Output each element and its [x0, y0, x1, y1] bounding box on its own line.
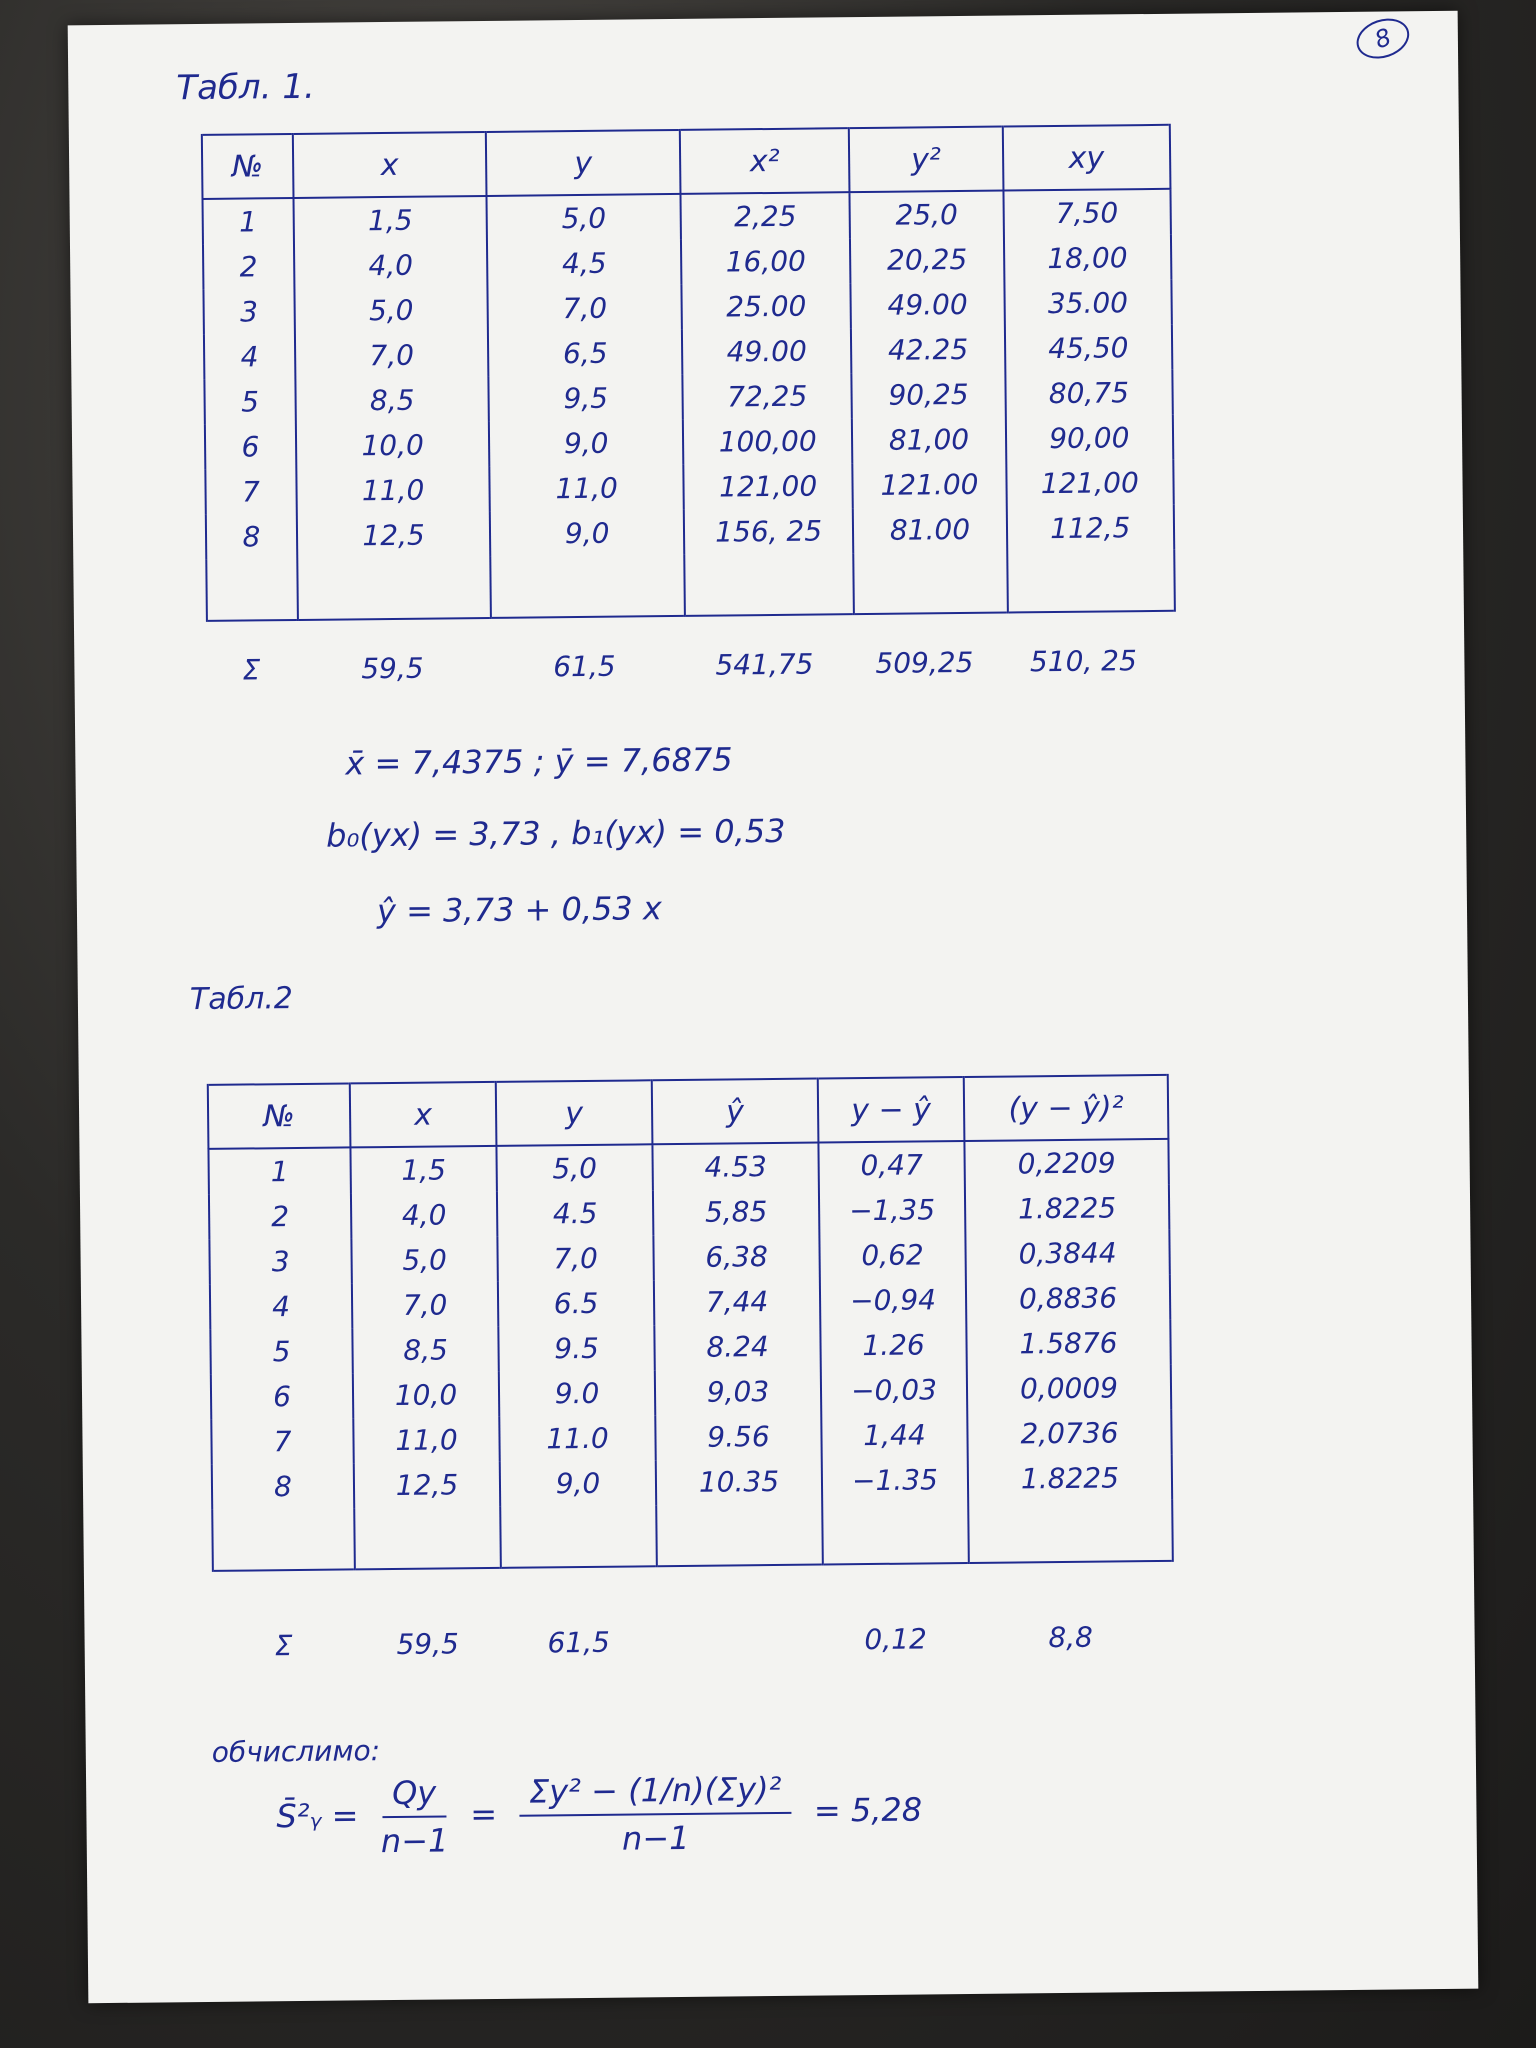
t2-spacer-row: [212, 1500, 1173, 1571]
t2-cell: 8.24: [654, 1324, 820, 1371]
t1-cell: 11,0: [296, 467, 490, 514]
t1-cell: 8: [206, 514, 297, 560]
t1-cell: 10,0: [296, 422, 490, 469]
t1-header-cell: y²: [849, 127, 1003, 193]
t2-sum-value: 0,12: [864, 1622, 927, 1657]
t1-sum-value: 510, 25: [1029, 644, 1138, 679]
t1-cell: 25.00: [681, 283, 851, 330]
t1-cell: 5: [204, 379, 295, 425]
t2-cell: −0,03: [821, 1367, 967, 1414]
t1-cell: 80,75: [1005, 370, 1173, 417]
t2-cell: −0,94: [820, 1277, 966, 1324]
t1-cell: 81,00: [852, 417, 1006, 464]
fraction-q-denominator: n−1: [380, 1821, 449, 1861]
t2-cell: 8,5: [352, 1327, 498, 1374]
t1-cell: 121.00: [853, 462, 1007, 509]
variance-lhs: S̄²ᵧ =: [276, 1796, 359, 1836]
t2-cell: 4.53: [652, 1143, 818, 1191]
t1-cell: 90,00: [1005, 415, 1173, 462]
t1-cell: 4: [204, 334, 295, 380]
t2-cell: 9.5: [498, 1325, 654, 1372]
t1-cell: 35.00: [1004, 280, 1172, 327]
t2-cell: 1.8225: [965, 1185, 1169, 1232]
t1-cell: 12,5: [297, 512, 491, 559]
t1-cell: 156, 25: [684, 508, 854, 555]
t2-cell: 12,5: [354, 1462, 500, 1509]
t1-sigma-symbol: Σ: [242, 653, 261, 687]
t1-cell: 8,5: [295, 377, 489, 424]
t2-cell: 0,0009: [967, 1365, 1171, 1412]
t2-header-cell: y − ŷ: [818, 1077, 965, 1143]
t1-cell: 5,0: [294, 287, 488, 334]
paper-sheet: [68, 11, 1479, 2003]
t2-cell: 4,0: [351, 1192, 497, 1239]
t2-cell: 3: [209, 1238, 351, 1284]
t1-cell: 1: [203, 198, 294, 245]
t2-cell: 4: [210, 1283, 352, 1329]
t1-spacer-row: [206, 550, 1175, 621]
coefficients-formula: b₀(yx) = 3,73 , b₁(yx) = 0,53: [325, 811, 786, 855]
t1-cell: 1,5: [293, 196, 487, 244]
t2-cell: −1,35: [819, 1187, 965, 1234]
t2-cell: 0,2209: [964, 1139, 1168, 1187]
t2-cell: 7,44: [654, 1279, 820, 1326]
t2-cell: 4.5: [497, 1190, 653, 1237]
t1-cell: 4,5: [487, 240, 681, 287]
t1-cell: 6: [205, 424, 296, 470]
t2-cell: 10.35: [656, 1459, 822, 1506]
t2-cell: 10,0: [353, 1372, 499, 1419]
table2-title: Табл.2: [189, 981, 294, 1018]
t2-cell: −1.35: [822, 1457, 968, 1504]
t2-cell: 6: [211, 1373, 353, 1419]
t2-cell: 0,8836: [966, 1275, 1170, 1322]
t1-cell: 121,00: [1006, 460, 1174, 507]
t2-cell: 1.5876: [966, 1320, 1170, 1367]
t1-sum-value: 509,25: [875, 645, 974, 680]
t2-cell: 6,38: [653, 1234, 819, 1281]
t2-cell: 0,47: [818, 1141, 964, 1189]
t1-cell: 9,0: [489, 420, 683, 467]
t1-cell: 49.00: [682, 328, 852, 375]
t1-cell: 81.00: [853, 507, 1007, 554]
t2-cell: 5,85: [653, 1189, 819, 1236]
t2-cell: 1: [208, 1147, 350, 1194]
t2-cell: 9.56: [655, 1414, 821, 1461]
t1-sum-value: 61,5: [553, 649, 616, 684]
t1-cell: 121,00: [683, 463, 853, 510]
table1-title: Табл. 1.: [176, 66, 315, 109]
t2-cell: 9.0: [499, 1370, 655, 1417]
table1-sums-row: [206, 644, 1176, 687]
t2-cell: 11.0: [499, 1415, 655, 1462]
t1-cell: 100,00: [683, 418, 853, 465]
compute-label: обчислимо:: [211, 1734, 381, 1769]
t2-header-cell: ŷ: [652, 1079, 819, 1145]
t1-sum-value: 541,75: [715, 647, 814, 682]
t2-cell: 1.8225: [968, 1455, 1172, 1502]
regression-equation: ŷ = 3,73 + 0,53 x: [376, 889, 663, 931]
table1: [201, 124, 1176, 622]
t1-cell: 5,0: [487, 194, 681, 242]
table1-header-row: [202, 125, 1171, 199]
t2-cell: 0,3844: [965, 1230, 1169, 1277]
t1-cell: 42.25: [851, 327, 1005, 374]
t1-header-cell: x²: [680, 128, 850, 194]
t2-cell: 11,0: [353, 1417, 499, 1464]
t2-cell: 1,44: [821, 1412, 967, 1459]
t2-cell: 7: [211, 1418, 353, 1464]
t2-cell: 2,0736: [967, 1410, 1171, 1457]
t1-cell: 6,5: [488, 330, 682, 377]
t2-cell: 7,0: [497, 1235, 653, 1282]
t2-cell: 5,0: [351, 1237, 497, 1284]
t2-header-cell: x: [350, 1082, 497, 1148]
t1-cell: 9,0: [490, 510, 684, 557]
page-number: 8: [1351, 12, 1414, 65]
fraction-q-numerator: Qy: [382, 1773, 447, 1818]
t1-cell: 4,0: [294, 242, 488, 289]
variance-formula: [276, 1768, 923, 1861]
t2-cell: 9,03: [655, 1369, 821, 1416]
t1-cell: 7: [205, 469, 296, 515]
t2-cell: 9,0: [500, 1460, 656, 1507]
equals-sign: =: [470, 1794, 498, 1834]
t1-cell: 112,5: [1006, 505, 1174, 552]
t1-header-cell: №: [202, 134, 293, 199]
t1-cell: 3: [203, 289, 294, 335]
t2-sigma-symbol: Σ: [274, 1629, 293, 1663]
t2-cell: 8: [212, 1463, 354, 1509]
t1-cell: 20,25: [850, 237, 1004, 284]
t1-header-cell: xy: [1002, 125, 1170, 191]
table2-sums-row: [212, 1620, 1172, 1663]
t1-cell: 2: [203, 244, 294, 290]
means-formula: x̄ = 7,4375 ; ȳ = 7,6875: [345, 740, 733, 783]
t1-cell: 11,0: [490, 465, 684, 512]
fraction-sums-numerator: Σy² − (1/n)(Σy)²: [519, 1770, 792, 1817]
table2: [207, 1074, 1174, 1572]
fraction-sums-denominator: n−1: [621, 1818, 690, 1858]
t2-sum-value: 59,5: [396, 1627, 459, 1661]
t1-cell: 2,25: [680, 192, 850, 240]
t2-header-cell: (y − ŷ)²: [964, 1075, 1169, 1141]
t2-header-cell: №: [208, 1083, 351, 1148]
t2-cell: 1,5: [350, 1146, 496, 1194]
t2-cell: 2: [209, 1193, 351, 1239]
t1-cell: 49.00: [851, 282, 1005, 329]
t2-cell: 1.26: [820, 1322, 966, 1369]
t1-cell: 7,0: [295, 332, 489, 379]
t2-header-cell: y: [496, 1080, 653, 1146]
t2-cell: 0,62: [819, 1232, 965, 1279]
t2-sum-value: 61,5: [547, 1625, 610, 1660]
t1-sum-value: 59,5: [361, 651, 424, 686]
t2-sum-value: 8,8: [1048, 1620, 1094, 1655]
t2-cell: 5: [210, 1328, 352, 1374]
t2-sum-value: [656, 1624, 822, 1659]
t1-cell: 16,00: [681, 238, 851, 285]
t2-cell: 6.5: [498, 1280, 654, 1327]
table2-header-row: [208, 1075, 1169, 1149]
t1-cell: 7,50: [1003, 189, 1171, 237]
t1-cell: 7,0: [488, 285, 682, 332]
t1-header-cell: x: [293, 132, 487, 198]
t1-cell: 45,50: [1004, 325, 1172, 372]
t1-cell: 72,25: [682, 373, 852, 420]
t1-cell: 18,00: [1004, 235, 1172, 282]
t1-cell: 90,25: [852, 372, 1006, 419]
t1-header-cell: y: [486, 130, 680, 196]
t2-cell: 5,0: [496, 1144, 652, 1192]
t2-cell: 7,0: [352, 1282, 498, 1329]
t1-cell: 25,0: [850, 191, 1004, 239]
fraction-sums: [519, 1770, 792, 1859]
fraction-q: [380, 1773, 448, 1860]
variance-result: = 5,28: [813, 1790, 923, 1830]
t1-cell: 9,5: [489, 375, 683, 422]
